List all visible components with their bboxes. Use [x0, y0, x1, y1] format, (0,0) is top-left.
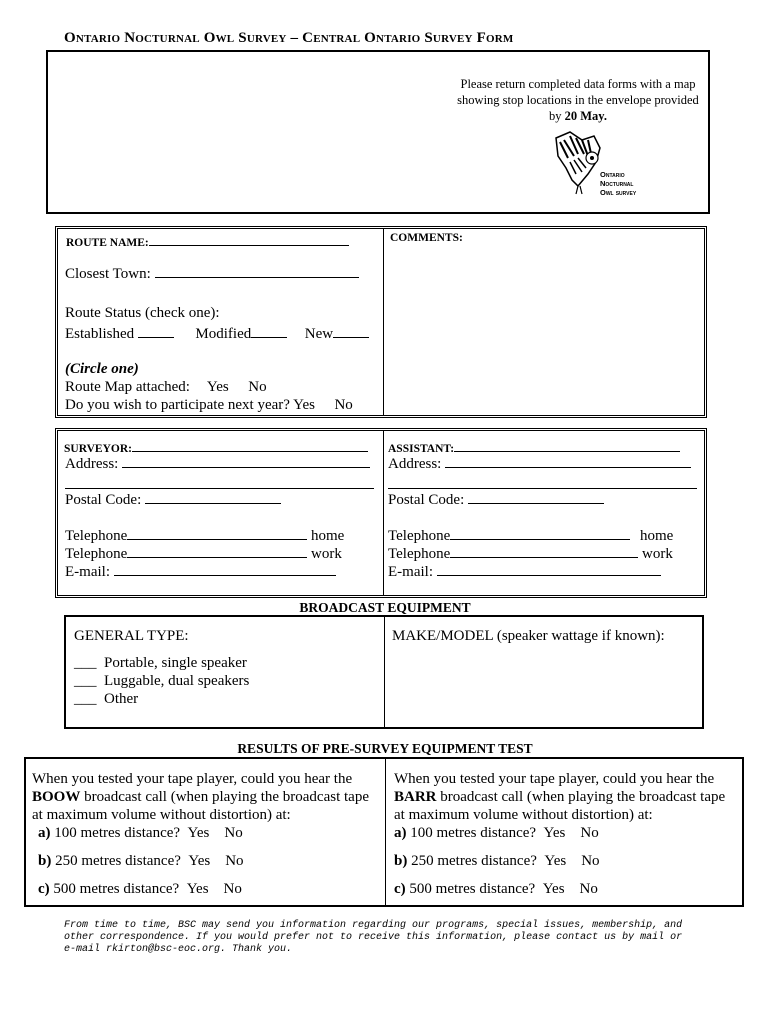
- map-no[interactable]: No: [248, 379, 267, 395]
- route-status-row: [65, 324, 369, 343]
- surveyor-tel-work-field[interactable]: [127, 544, 307, 558]
- barr-a-row: a) 100 metres distance? Yes No: [394, 825, 599, 841]
- assistant-email-label: E-mail:: [388, 564, 433, 580]
- boow-question-line3: at maximum volume without distortion) at:: [32, 807, 291, 823]
- return-instructions: [440, 76, 716, 124]
- assistant-postal-row: [388, 490, 604, 509]
- type-option-luggable[interactable]: ___ Luggable, dual speakers: [74, 673, 250, 689]
- logo-line-1: Ontario: [600, 170, 625, 179]
- surveyor-email-label: E-mail:: [65, 564, 110, 580]
- boow-a-yes[interactable]: Yes: [187, 825, 210, 841]
- type-option-other[interactable]: ___ Other: [74, 691, 139, 707]
- boow-a-row: a) 100 metres distance? Yes No: [38, 825, 243, 841]
- participate-row: [65, 397, 353, 414]
- return-date: 20 May.: [564, 109, 607, 123]
- assistant-address-line-2[interactable]: [388, 488, 697, 489]
- results-divider: [385, 759, 386, 905]
- barr-c-yes[interactable]: Yes: [542, 881, 565, 897]
- barr-b-no[interactable]: No: [581, 853, 600, 869]
- participate-yes[interactable]: Yes: [293, 397, 315, 413]
- barr-question-line1: When you tested your tape player, could you hear the: [394, 771, 715, 787]
- type-option-portable-label: Portable, single speaker: [104, 655, 247, 671]
- barr-species: BARR: [394, 789, 437, 805]
- circle-one-label: (Circle one): [65, 361, 139, 377]
- surveyor-address-field[interactable]: [122, 454, 370, 468]
- barr-a-yes[interactable]: Yes: [543, 825, 566, 841]
- map-attached-label: Route Map attached:: [65, 379, 190, 395]
- surveyor-tel-home-row: [65, 526, 344, 545]
- privacy-note-line3: e-mail rkirton@bsc-eoc.org. Thank you.: [64, 944, 293, 955]
- surveyor-address-label: Address:: [65, 456, 119, 472]
- assistant-tel-work-field[interactable]: [450, 544, 638, 558]
- route-name-row: [66, 232, 349, 249]
- barr-b-yes[interactable]: Yes: [544, 853, 567, 869]
- surveyor-work-label: work: [311, 546, 342, 562]
- closest-town-field[interactable]: [155, 264, 359, 278]
- assistant-row: ASSISTANT:: [388, 438, 680, 455]
- privacy-note: [64, 920, 704, 956]
- map-attached-row: [65, 379, 267, 396]
- surveyor-address-line-2[interactable]: [65, 488, 374, 489]
- barr-b-row: b) 250 metres distance? Yes No: [394, 853, 600, 869]
- assistant-address-label: Address:: [388, 456, 442, 472]
- surveyor-home-label: home: [311, 528, 345, 544]
- boow-a-no[interactable]: No: [224, 825, 243, 841]
- barr-c-row: c) 500 metres distance? Yes No: [394, 881, 598, 897]
- privacy-note-line2: other correspondence. If you would prefer not to receive this information, please contact us by mail or: [64, 932, 683, 943]
- assistant-address-row: [388, 454, 691, 473]
- type-option-portable[interactable]: ___ Portable, single speaker: [74, 655, 247, 671]
- results-barr: [394, 770, 742, 898]
- barr-question-line2: BARR broadcast call (when playing the broadcast tape: [394, 789, 726, 805]
- route-divider: [383, 229, 384, 415]
- results-boow: [32, 770, 382, 898]
- type-option-luggable-label: Luggable, dual speakers: [104, 673, 250, 689]
- status-new: New: [304, 326, 334, 342]
- assistant-postal-label: Postal Code:: [388, 492, 465, 508]
- return-line-3: by 20 May.: [549, 109, 607, 123]
- barr-a-no[interactable]: No: [580, 825, 599, 841]
- logo-line-2: Nocturnal: [600, 179, 634, 188]
- type-option-other-label: Other: [104, 691, 139, 707]
- assistant-tel-label: Telephone: [388, 528, 451, 544]
- participate-no[interactable]: No: [334, 397, 353, 413]
- assistant-tel2-label: Telephone: [388, 546, 451, 562]
- surveyor-postal-field[interactable]: [145, 490, 281, 504]
- route-name-label: ROUTE NAME:: [66, 237, 149, 249]
- surveyor-tel-label: Telephone: [65, 528, 128, 544]
- page-title: Ontario Nocturnal Owl Survey – Central Ontario Survey Form: [64, 30, 514, 46]
- broadcast-divider: [384, 617, 385, 727]
- surveyor-tel-work-row: [65, 544, 342, 563]
- barr-question-line3: at maximum volume without distortion) at:: [394, 807, 653, 823]
- surveyor-email-field[interactable]: [114, 562, 336, 576]
- surveyor-postal-label: Postal Code:: [65, 492, 142, 508]
- status-new-field[interactable]: [333, 324, 369, 338]
- status-established-field[interactable]: [138, 324, 174, 338]
- closest-town-row: [65, 264, 359, 283]
- boow-b-yes[interactable]: Yes: [188, 853, 211, 869]
- comments-label: COMMENTS:: [390, 232, 463, 244]
- route-name-field[interactable]: [149, 232, 349, 246]
- surveyor-row: SURVEYOR:: [64, 438, 368, 455]
- boow-question-line2: BOOW broadcast call (when playing the broadcast tape: [32, 789, 369, 805]
- assistant-work-label: work: [642, 546, 673, 562]
- participate-label: Do you wish to participate next year?: [65, 397, 290, 413]
- assistant-postal-field[interactable]: [468, 490, 604, 504]
- boow-c-row: c) 500 metres distance? Yes No: [38, 881, 242, 897]
- owl-icon: [548, 128, 608, 198]
- assistant-field[interactable]: [454, 438, 680, 452]
- surveyor-tel2-label: Telephone: [65, 546, 128, 562]
- assistant-address-field[interactable]: [445, 454, 691, 468]
- assistant-tel-home-row: [388, 526, 673, 545]
- boow-c-no[interactable]: No: [223, 881, 242, 897]
- results-heading: RESULTS OF PRE-SURVEY EQUIPMENT TEST: [237, 741, 533, 756]
- boow-species: BOOW: [32, 789, 81, 805]
- status-modified-field[interactable]: [251, 324, 287, 338]
- map-yes[interactable]: Yes: [206, 379, 229, 395]
- boow-b-row: b) 250 metres distance? Yes No: [38, 853, 244, 869]
- surveyor-tel-home-field[interactable]: [127, 526, 307, 540]
- surveyor-postal-row: [65, 490, 281, 509]
- owl-logo: [548, 128, 658, 198]
- assistant-email-row: [388, 562, 661, 581]
- return-line-1: Please return completed data forms with a map: [460, 77, 696, 91]
- assistant-tel-work-row: [388, 544, 673, 563]
- return-line-2: showing stop locations in the envelope provided: [457, 93, 699, 107]
- general-type-label: GENERAL TYPE:: [74, 628, 189, 644]
- surveyor-email-row: [65, 562, 336, 581]
- privacy-note-line1: From time to time, BSC may send you information regarding our programs, special issues, membership, and: [64, 920, 683, 931]
- assistant-tel-home-field[interactable]: [450, 526, 630, 540]
- broadcast-heading: BROADCAST EQUIPMENT: [299, 600, 471, 615]
- boow-question-line1: When you tested your tape player, could you hear the: [32, 771, 353, 787]
- boow-b-no[interactable]: No: [225, 853, 244, 869]
- surveyor-field[interactable]: [132, 438, 368, 452]
- assistant-home-label: home: [640, 528, 674, 544]
- logo-line-3: Owl survey: [600, 188, 637, 197]
- assistant-label: ASSISTANT: [388, 443, 451, 455]
- barr-c-no[interactable]: No: [579, 881, 598, 897]
- status-modified: Modified: [195, 326, 252, 342]
- make-model-label: MAKE/MODEL (speaker wattage if known):: [392, 628, 665, 644]
- closest-town-label: Closest Town:: [65, 266, 151, 282]
- status-established: Established: [65, 326, 135, 342]
- people-divider: [383, 431, 384, 595]
- boow-c-yes[interactable]: Yes: [186, 881, 209, 897]
- surveyor-address-row: [65, 454, 370, 473]
- assistant-email-field[interactable]: [437, 562, 661, 576]
- surveyor-label: SURVEYOR: [64, 443, 129, 455]
- route-status-label: Route Status (check one):: [65, 305, 220, 321]
